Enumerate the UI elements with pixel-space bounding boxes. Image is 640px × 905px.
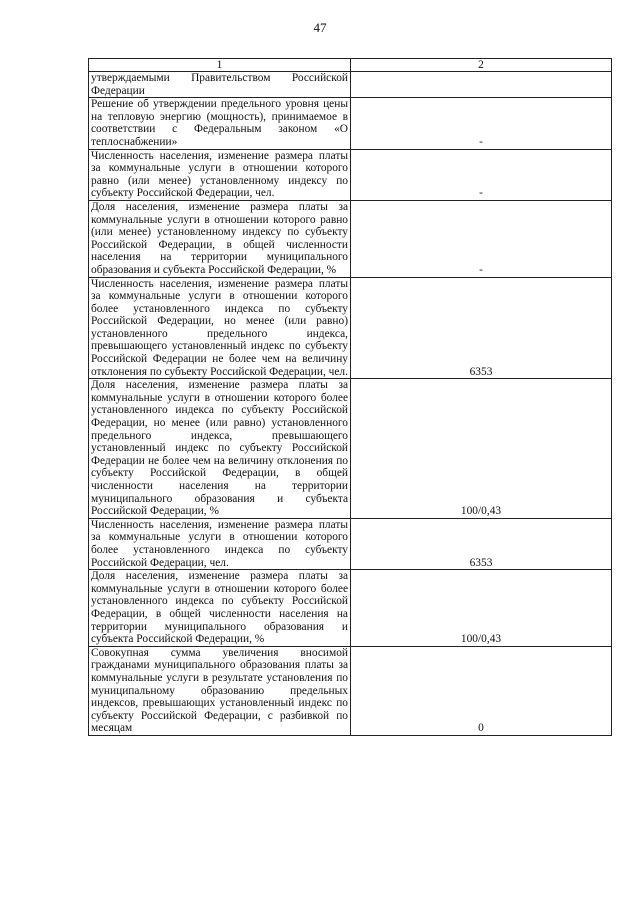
table-row xyxy=(89,646,612,735)
row-value xyxy=(351,72,612,98)
row-label: Решение об утверждении предельного уровня цены на тепловую энергию (мощность), принимаемое в соответствии с Федеральным законом «О теплоснабжении» xyxy=(89,98,351,149)
row-label: Численность населения, изменение размера платы за коммунальные услуги в отношении которого равно (или менее) установленному индексу по субъекту Российской Федерации, чел. xyxy=(89,149,351,200)
table-row xyxy=(89,72,612,98)
row-label: Численность населения, изменение размера платы за коммунальные услуги в отношении которого более установленного индекса по субъекту Российской Федерации, чел. xyxy=(89,518,351,569)
table-row xyxy=(89,570,612,647)
row-label: утверждаемыми Правительством Российской Федерации xyxy=(89,72,351,98)
row-value: - xyxy=(351,98,612,149)
page-number: 47 xyxy=(313,20,327,35)
table-row xyxy=(89,149,612,200)
table-row xyxy=(89,518,612,569)
table-header-row xyxy=(89,59,612,72)
row-value: 6353 xyxy=(351,518,612,569)
row-value: - xyxy=(351,149,612,200)
table-row xyxy=(89,200,612,277)
table-row xyxy=(89,277,612,379)
row-label: Численность населения, изменение размера платы за коммунальные услуги в отношении которого более установленного индекса по субъекту Российской Федерации, но менее (или равно) установленного предельного индекса, превышающего установленный индекс по субъекту Российской Федерации не более чем на величину отклонения по субъекту Российской Федерации, чел. xyxy=(89,277,351,379)
table-row xyxy=(89,98,612,149)
row-value: 0 xyxy=(351,646,612,735)
row-value: - xyxy=(351,200,612,277)
column-header-1: 1 xyxy=(89,59,351,72)
table-row xyxy=(89,379,612,519)
column-header-2: 2 xyxy=(351,59,612,72)
row-label: Доля населения, изменение размера платы за коммунальные услуги в отношении которого более установленного индекса по субъекту Российской Федерации, но менее (или равно) установленного предельного индекса, превышающего установленный индекс по субъекту Российской Федерации не более чем на величину отклонения по субъекту Российской Федерации, в общей численности населения на территории муниципального образования и субъекта Российской Федерации, % xyxy=(89,379,351,519)
row-value: 100/0,43 xyxy=(351,379,612,519)
indicators-table xyxy=(88,58,612,736)
row-value: 100/0,43 xyxy=(351,570,612,647)
row-label: Доля населения, изменение размера платы за коммунальные услуги в отношении которого более установленного индекса по субъекту Российской Федерации, в общей численности населения на территории муниципального образования и субъекта Российской Федерации, % xyxy=(89,570,351,647)
row-label: Доля населения, изменение размера платы за коммунальные услуги в отношении которого равно (или менее) установленному индексу по субъекту Российской Федерации, в общей численности населения на территории муниципального образования и субъекта Российской Федерации, % xyxy=(89,200,351,277)
row-value: 6353 xyxy=(351,277,612,379)
row-label: Совокупная сумма увеличения вносимой гражданами муниципального образования платы за коммунальные услуги в результате установления по муниципальному образованию предельных индексов, превышающих установленный индекс по субъекту Российской Федерации, с разбивкой по месяцам xyxy=(89,646,351,735)
